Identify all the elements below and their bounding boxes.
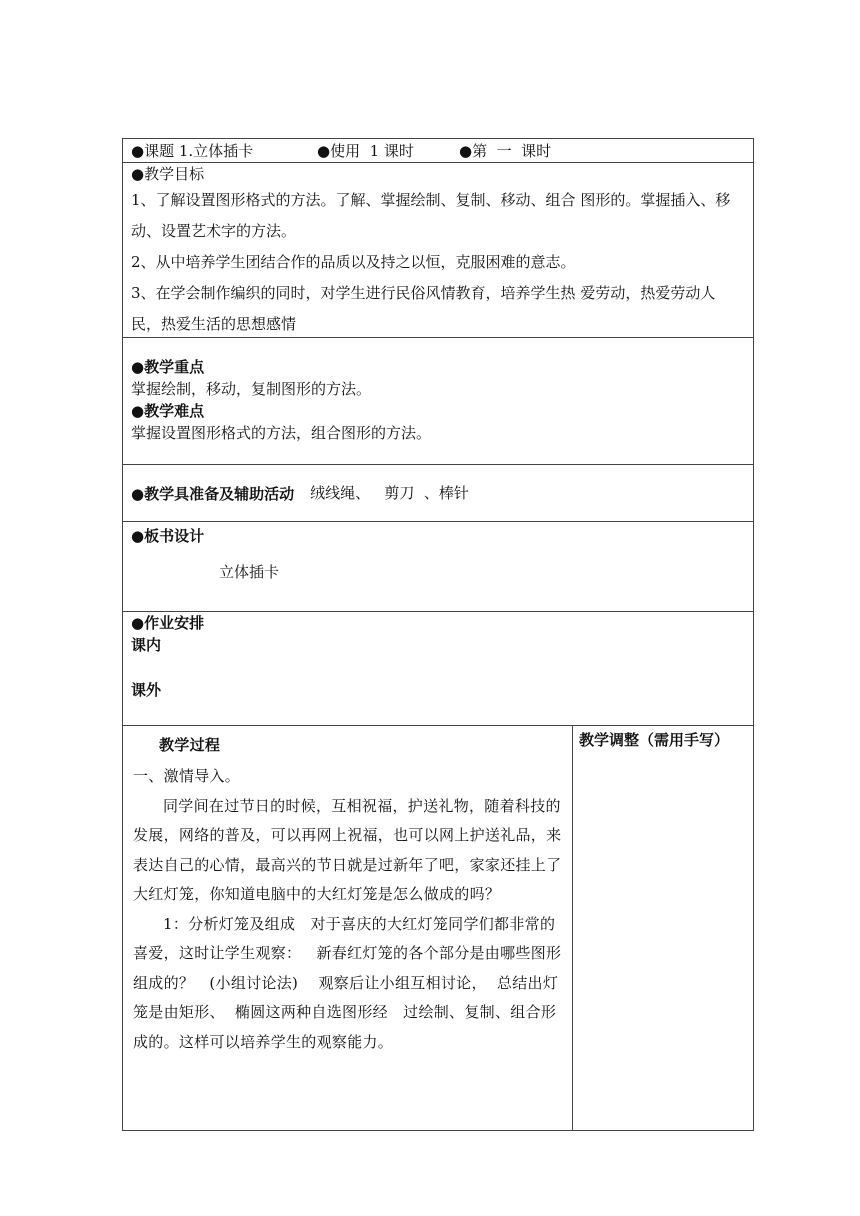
homework-section bbox=[123, 612, 753, 726]
board-design-section bbox=[123, 522, 753, 612]
lesson-header-row bbox=[123, 139, 753, 163]
process-column bbox=[123, 726, 573, 1130]
goal-item-2: 2、从中培养学生团结合作的品质以及持之以恒，克服困难的意志。 bbox=[131, 253, 576, 271]
teaching-process-section bbox=[123, 726, 753, 1130]
focus-text: 掌握绘制，移动，复制图形的方法。 bbox=[131, 380, 372, 398]
lesson-period: ●第 一 课时 bbox=[459, 142, 552, 160]
homework-outside: 课外 bbox=[131, 681, 162, 699]
tools-text: 绒线绳、 剪刀 、棒针 bbox=[310, 484, 469, 502]
focus-title: ●教学重点 bbox=[131, 358, 205, 376]
difficulty-text: 掌握设置图形格式的方法，组合图形的方法。 bbox=[131, 424, 432, 442]
difficulty-title: ●教学难点 bbox=[131, 402, 205, 420]
process-section-1: 一、激情导入。 bbox=[133, 767, 241, 785]
board-text: 立体插卡 bbox=[219, 563, 280, 581]
goals-title: ●教学目标 bbox=[131, 165, 205, 183]
tools-title: ●教学具准备及辅助活动 bbox=[131, 484, 295, 503]
lesson-topic: ●课题 1.立体插卡 bbox=[131, 142, 254, 160]
process-title: 教学过程 bbox=[159, 736, 221, 754]
key-points-section bbox=[123, 338, 753, 465]
goal-item-3: 3、在学会制作编织的同时，对学生进行民俗风情教育，培养学生热 爱劳动，热爱劳动人民，热爱生活的思想感情 bbox=[131, 284, 716, 333]
lesson-usage: ●使用 1 课时 bbox=[317, 142, 414, 160]
tools-section bbox=[123, 465, 753, 522]
goal-item-1: 1、了解设置图形格式的方法。了解、掌握绘制、复制、移动、组合 图形的。掌握插入、移动、设置艺术字的方法。 bbox=[131, 191, 731, 240]
board-title: ●板书设计 bbox=[131, 527, 205, 545]
process-paragraph-2: 1：分析灯笼及组成 对于喜庆的大红灯笼同学们都非常的喜爱，这时让学生观察： 新春红灯笼的各个部分是由哪些图形组成的？ (小组讨论法) 观察后让小组互相讨论， 总结出灯笼是由矩形、 椭圆这两种自选图形经 过绘制、复制、组合形成的。这样可以培养学生的观察能力。 bbox=[133, 914, 562, 1051]
teaching-goals-section bbox=[123, 163, 753, 338]
lesson-plan-table bbox=[122, 138, 754, 1131]
adjustment-column bbox=[573, 726, 753, 1130]
process-paragraph-1: 同学间在过节日的时候，互相祝福，护送礼物，随着科技的发展，网络的普及，可以再网上祝福，也可以网上护送礼品，来表达自己的心情，最高兴的节日就是过新年了吧，家家还挂上了大红灯笼，你知道电脑中的大红灯笼是怎么做成的吗？ bbox=[133, 796, 562, 903]
homework-title: ●作业安排 bbox=[131, 614, 205, 632]
adjustment-title: 教学调整（需用手写） bbox=[579, 731, 730, 749]
homework-inside: 课内 bbox=[131, 636, 162, 654]
